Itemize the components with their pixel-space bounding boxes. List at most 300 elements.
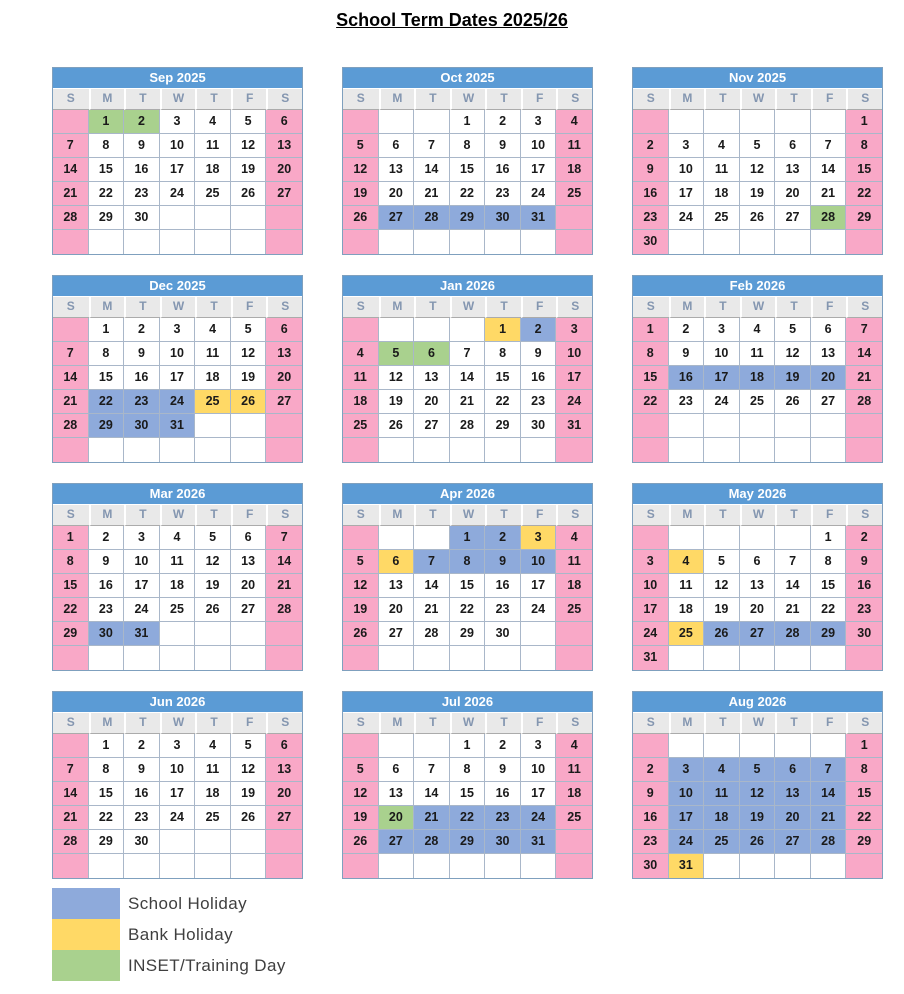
day-cell: 3	[669, 134, 705, 158]
day-header-cell: F	[231, 505, 267, 526]
day-cell	[343, 110, 379, 134]
day-cell: 30	[846, 622, 882, 646]
day-cell	[343, 854, 379, 878]
day-cell: 21	[53, 806, 89, 830]
day-cell: 2	[485, 526, 521, 550]
day-cell	[485, 854, 521, 878]
day-header-cell: T	[124, 713, 160, 734]
month-calendar	[342, 691, 593, 879]
month-title: Aug 2026	[633, 692, 882, 713]
day-cell: 8	[53, 550, 89, 574]
day-cell: 18	[195, 158, 231, 182]
day-cell: 5	[740, 134, 776, 158]
day-cell: 30	[633, 854, 669, 878]
day-cell: 3	[521, 526, 557, 550]
day-cell	[89, 646, 125, 670]
day-cell: 30	[485, 206, 521, 230]
day-cell	[775, 438, 811, 462]
day-cell: 6	[379, 550, 415, 574]
day-header-cell: W	[160, 297, 196, 318]
day-cell: 1	[633, 318, 669, 342]
day-cell	[231, 854, 267, 878]
legend-swatch	[52, 950, 120, 981]
day-cell: 19	[704, 598, 740, 622]
day-cell: 13	[379, 782, 415, 806]
day-cell: 5	[343, 550, 379, 574]
day-cell: 6	[266, 318, 302, 342]
day-cell: 1	[450, 734, 486, 758]
day-cell: 2	[485, 110, 521, 134]
day-cell	[379, 438, 415, 462]
legend-label: Bank Holiday	[128, 924, 233, 944]
month-calendar	[342, 275, 593, 463]
day-cell	[846, 438, 882, 462]
day-cell	[485, 438, 521, 462]
day-cell	[450, 318, 486, 342]
day-cell: 13	[811, 342, 847, 366]
day-header-cell: T	[485, 713, 521, 734]
day-cell	[846, 414, 882, 438]
day-cell: 28	[414, 830, 450, 854]
day-cell	[485, 230, 521, 254]
day-cell: 16	[124, 782, 160, 806]
day-cell: 7	[450, 342, 486, 366]
day-cell: 19	[379, 390, 415, 414]
day-cell: 29	[53, 622, 89, 646]
day-cell	[195, 206, 231, 230]
day-header-cell: M	[379, 713, 415, 734]
day-cell: 9	[124, 342, 160, 366]
day-header-cell: T	[485, 89, 521, 110]
day-cell	[556, 622, 592, 646]
month-title: Nov 2025	[633, 68, 882, 89]
day-cell: 7	[775, 550, 811, 574]
day-cell: 15	[633, 366, 669, 390]
day-cell: 24	[556, 390, 592, 414]
day-cell	[231, 206, 267, 230]
day-cell: 11	[669, 574, 705, 598]
day-cell: 11	[556, 758, 592, 782]
day-cell: 9	[846, 550, 882, 574]
day-cell: 23	[633, 206, 669, 230]
day-cell: 12	[231, 342, 267, 366]
day-cell: 16	[485, 782, 521, 806]
day-header-row	[633, 505, 882, 526]
day-cell: 14	[414, 574, 450, 598]
day-header-cell: M	[89, 713, 125, 734]
day-cell: 7	[414, 550, 450, 574]
day-cell: 27	[266, 806, 302, 830]
day-cell: 18	[160, 574, 196, 598]
month-calendar	[342, 67, 593, 255]
day-cell	[450, 438, 486, 462]
legend-label: INSET/Training Day	[128, 955, 286, 975]
day-cell: 16	[124, 158, 160, 182]
day-cell: 28	[414, 622, 450, 646]
day-header-cell: S	[846, 505, 882, 526]
day-cell	[414, 734, 450, 758]
legend-swatch	[52, 919, 120, 950]
day-header-cell: M	[89, 505, 125, 526]
legend-row	[52, 919, 286, 950]
day-cell	[231, 830, 267, 854]
day-cell: 8	[450, 758, 486, 782]
day-cell: 26	[740, 830, 776, 854]
day-cell: 9	[669, 342, 705, 366]
day-cell: 25	[704, 206, 740, 230]
day-cell: 19	[231, 158, 267, 182]
day-cell: 2	[124, 318, 160, 342]
day-header-row	[633, 713, 882, 734]
day-cell: 28	[811, 830, 847, 854]
day-cell	[669, 438, 705, 462]
day-cell: 7	[846, 318, 882, 342]
day-cell	[811, 854, 847, 878]
day-header-cell: T	[485, 505, 521, 526]
day-cell: 20	[266, 782, 302, 806]
day-cell	[124, 854, 160, 878]
day-cell	[343, 734, 379, 758]
day-header-cell: S	[846, 297, 882, 318]
day-cell: 16	[124, 366, 160, 390]
day-header-cell: W	[160, 505, 196, 526]
day-cell: 1	[89, 318, 125, 342]
day-cell: 1	[485, 318, 521, 342]
day-cell: 22	[450, 806, 486, 830]
day-cell	[704, 414, 740, 438]
day-cell: 22	[633, 390, 669, 414]
day-cell: 8	[450, 134, 486, 158]
day-cell	[704, 734, 740, 758]
day-cell: 19	[740, 806, 776, 830]
day-cell: 8	[89, 342, 125, 366]
day-cell: 4	[343, 342, 379, 366]
day-cell: 9	[633, 782, 669, 806]
day-cell: 10	[521, 550, 557, 574]
day-cell	[521, 230, 557, 254]
day-cell: 28	[846, 390, 882, 414]
day-cell: 3	[521, 734, 557, 758]
day-cell: 15	[450, 158, 486, 182]
day-header-cell: T	[485, 297, 521, 318]
month-title: Sep 2025	[53, 68, 302, 89]
day-cell	[556, 646, 592, 670]
day-cell: 16	[521, 366, 557, 390]
day-cell	[846, 854, 882, 878]
day-cell: 12	[704, 574, 740, 598]
day-cell: 4	[195, 318, 231, 342]
day-header-cell: S	[343, 713, 379, 734]
day-cell: 27	[740, 622, 776, 646]
day-cell: 10	[521, 758, 557, 782]
day-header-cell: F	[231, 89, 267, 110]
weeks	[343, 110, 592, 254]
day-cell: 24	[124, 598, 160, 622]
day-cell: 16	[633, 806, 669, 830]
day-cell	[414, 110, 450, 134]
day-cell: 17	[521, 782, 557, 806]
day-header-cell: M	[89, 297, 125, 318]
month-calendar	[52, 67, 303, 255]
day-header-cell: S	[266, 89, 302, 110]
day-header-cell: S	[633, 505, 669, 526]
day-cell: 11	[556, 134, 592, 158]
day-cell: 13	[775, 782, 811, 806]
day-cell	[704, 646, 740, 670]
day-cell: 21	[414, 598, 450, 622]
day-cell: 22	[485, 390, 521, 414]
day-cell	[775, 734, 811, 758]
day-cell: 15	[846, 782, 882, 806]
day-cell: 14	[811, 158, 847, 182]
day-cell: 18	[704, 806, 740, 830]
day-cell: 11	[160, 550, 196, 574]
day-cell: 27	[379, 206, 415, 230]
month-title: Apr 2026	[343, 484, 592, 505]
day-cell	[124, 438, 160, 462]
day-header-cell: W	[450, 713, 486, 734]
day-cell	[379, 318, 415, 342]
day-cell	[811, 734, 847, 758]
day-header-cell: W	[450, 505, 486, 526]
day-cell: 28	[450, 414, 486, 438]
day-header-cell: T	[414, 297, 450, 318]
day-cell: 20	[775, 182, 811, 206]
day-cell: 7	[53, 134, 89, 158]
day-cell: 26	[231, 806, 267, 830]
day-cell: 10	[556, 342, 592, 366]
day-header-cell: T	[195, 297, 231, 318]
day-cell: 9	[633, 158, 669, 182]
day-cell: 25	[195, 390, 231, 414]
day-cell: 9	[485, 134, 521, 158]
day-cell: 20	[414, 390, 450, 414]
day-cell: 6	[266, 734, 302, 758]
day-cell: 5	[343, 134, 379, 158]
day-cell: 26	[343, 622, 379, 646]
day-cell	[669, 230, 705, 254]
day-cell: 10	[633, 574, 669, 598]
legend-label: School Holiday	[128, 893, 247, 913]
day-cell: 21	[266, 574, 302, 598]
day-cell: 29	[846, 830, 882, 854]
day-cell	[740, 438, 776, 462]
day-cell: 28	[53, 830, 89, 854]
day-header-row	[53, 297, 302, 318]
day-cell	[633, 526, 669, 550]
day-cell: 24	[521, 806, 557, 830]
day-cell	[195, 414, 231, 438]
legend-row	[52, 888, 286, 919]
day-header-row	[343, 505, 592, 526]
day-cell: 1	[846, 734, 882, 758]
day-cell: 6	[775, 758, 811, 782]
day-cell	[633, 438, 669, 462]
day-cell	[811, 230, 847, 254]
day-cell: 18	[556, 574, 592, 598]
day-cell: 25	[195, 182, 231, 206]
day-cell: 11	[343, 366, 379, 390]
day-cell: 8	[811, 550, 847, 574]
day-cell	[521, 854, 557, 878]
day-cell	[124, 646, 160, 670]
day-cell: 6	[811, 318, 847, 342]
day-cell: 23	[633, 830, 669, 854]
day-cell: 4	[556, 526, 592, 550]
day-cell: 24	[704, 390, 740, 414]
day-cell: 27	[775, 206, 811, 230]
day-cell	[740, 526, 776, 550]
day-cell: 31	[160, 414, 196, 438]
day-cell: 19	[343, 598, 379, 622]
day-cell: 26	[231, 390, 267, 414]
day-cell: 5	[379, 342, 415, 366]
day-cell: 9	[124, 758, 160, 782]
day-cell: 13	[379, 158, 415, 182]
day-cell: 12	[343, 574, 379, 598]
day-cell: 12	[740, 158, 776, 182]
day-cell: 10	[160, 134, 196, 158]
day-cell: 13	[266, 342, 302, 366]
day-cell	[740, 414, 776, 438]
day-cell	[343, 230, 379, 254]
day-cell	[521, 438, 557, 462]
day-cell	[811, 414, 847, 438]
day-cell: 22	[89, 182, 125, 206]
day-cell: 17	[521, 158, 557, 182]
day-cell	[846, 230, 882, 254]
day-cell: 30	[89, 622, 125, 646]
day-cell: 15	[89, 366, 125, 390]
day-cell	[669, 526, 705, 550]
day-cell: 29	[811, 622, 847, 646]
day-cell: 13	[266, 758, 302, 782]
day-cell	[669, 646, 705, 670]
day-cell: 23	[485, 598, 521, 622]
day-cell: 12	[343, 782, 379, 806]
calendar-grid	[52, 67, 883, 879]
day-cell: 8	[485, 342, 521, 366]
day-header-cell: T	[414, 89, 450, 110]
day-cell: 18	[669, 598, 705, 622]
day-cell: 6	[231, 526, 267, 550]
day-cell	[556, 230, 592, 254]
day-cell: 30	[521, 414, 557, 438]
day-cell	[195, 854, 231, 878]
day-header-cell: F	[231, 713, 267, 734]
day-cell	[450, 646, 486, 670]
day-cell: 25	[556, 182, 592, 206]
day-cell	[740, 854, 776, 878]
day-cell: 5	[704, 550, 740, 574]
day-cell: 7	[414, 758, 450, 782]
day-cell: 23	[124, 182, 160, 206]
day-header-cell: T	[195, 505, 231, 526]
day-cell: 10	[124, 550, 160, 574]
day-cell: 21	[846, 366, 882, 390]
day-header-cell: M	[379, 505, 415, 526]
day-cell: 2	[521, 318, 557, 342]
day-cell: 12	[740, 782, 776, 806]
day-cell: 18	[195, 782, 231, 806]
day-cell	[669, 110, 705, 134]
day-cell: 3	[124, 526, 160, 550]
day-cell: 27	[266, 182, 302, 206]
day-cell	[195, 438, 231, 462]
day-cell	[160, 830, 196, 854]
day-cell	[521, 646, 557, 670]
day-cell	[195, 622, 231, 646]
day-cell	[414, 526, 450, 550]
day-cell: 3	[556, 318, 592, 342]
day-cell: 22	[846, 182, 882, 206]
day-cell: 21	[450, 390, 486, 414]
month-title: Mar 2026	[53, 484, 302, 505]
day-cell	[266, 854, 302, 878]
day-cell: 21	[775, 598, 811, 622]
day-cell: 5	[231, 110, 267, 134]
day-cell: 22	[811, 598, 847, 622]
day-cell	[556, 854, 592, 878]
day-cell	[195, 646, 231, 670]
month-calendar	[632, 275, 883, 463]
day-cell: 26	[379, 414, 415, 438]
day-cell: 9	[521, 342, 557, 366]
day-cell: 27	[379, 830, 415, 854]
day-cell: 1	[846, 110, 882, 134]
day-cell: 15	[450, 574, 486, 598]
day-cell: 11	[195, 134, 231, 158]
day-header-cell: S	[343, 505, 379, 526]
day-cell: 7	[811, 134, 847, 158]
day-header-cell: S	[846, 713, 882, 734]
day-cell: 24	[521, 598, 557, 622]
day-header-cell: S	[53, 297, 89, 318]
day-cell: 24	[669, 206, 705, 230]
day-cell: 11	[740, 342, 776, 366]
weeks	[633, 734, 882, 878]
day-cell: 20	[379, 182, 415, 206]
day-cell	[379, 526, 415, 550]
day-cell: 18	[704, 182, 740, 206]
day-header-cell: S	[53, 713, 89, 734]
day-cell	[53, 734, 89, 758]
day-cell	[669, 414, 705, 438]
day-cell: 26	[231, 182, 267, 206]
day-cell: 24	[521, 182, 557, 206]
day-header-cell: S	[266, 713, 302, 734]
day-cell: 16	[485, 574, 521, 598]
day-header-row	[633, 89, 882, 110]
day-cell: 21	[811, 182, 847, 206]
day-cell: 29	[89, 206, 125, 230]
day-cell	[811, 110, 847, 134]
month-calendar	[342, 483, 593, 671]
month-title: Jun 2026	[53, 692, 302, 713]
day-cell: 31	[124, 622, 160, 646]
day-cell: 7	[53, 342, 89, 366]
day-cell: 15	[450, 782, 486, 806]
day-header-cell: S	[633, 713, 669, 734]
day-cell: 25	[343, 414, 379, 438]
day-cell: 14	[53, 158, 89, 182]
day-cell	[343, 646, 379, 670]
day-cell	[89, 854, 125, 878]
day-cell: 17	[556, 366, 592, 390]
day-cell: 22	[53, 598, 89, 622]
day-cell: 27	[231, 598, 267, 622]
day-cell: 7	[266, 526, 302, 550]
